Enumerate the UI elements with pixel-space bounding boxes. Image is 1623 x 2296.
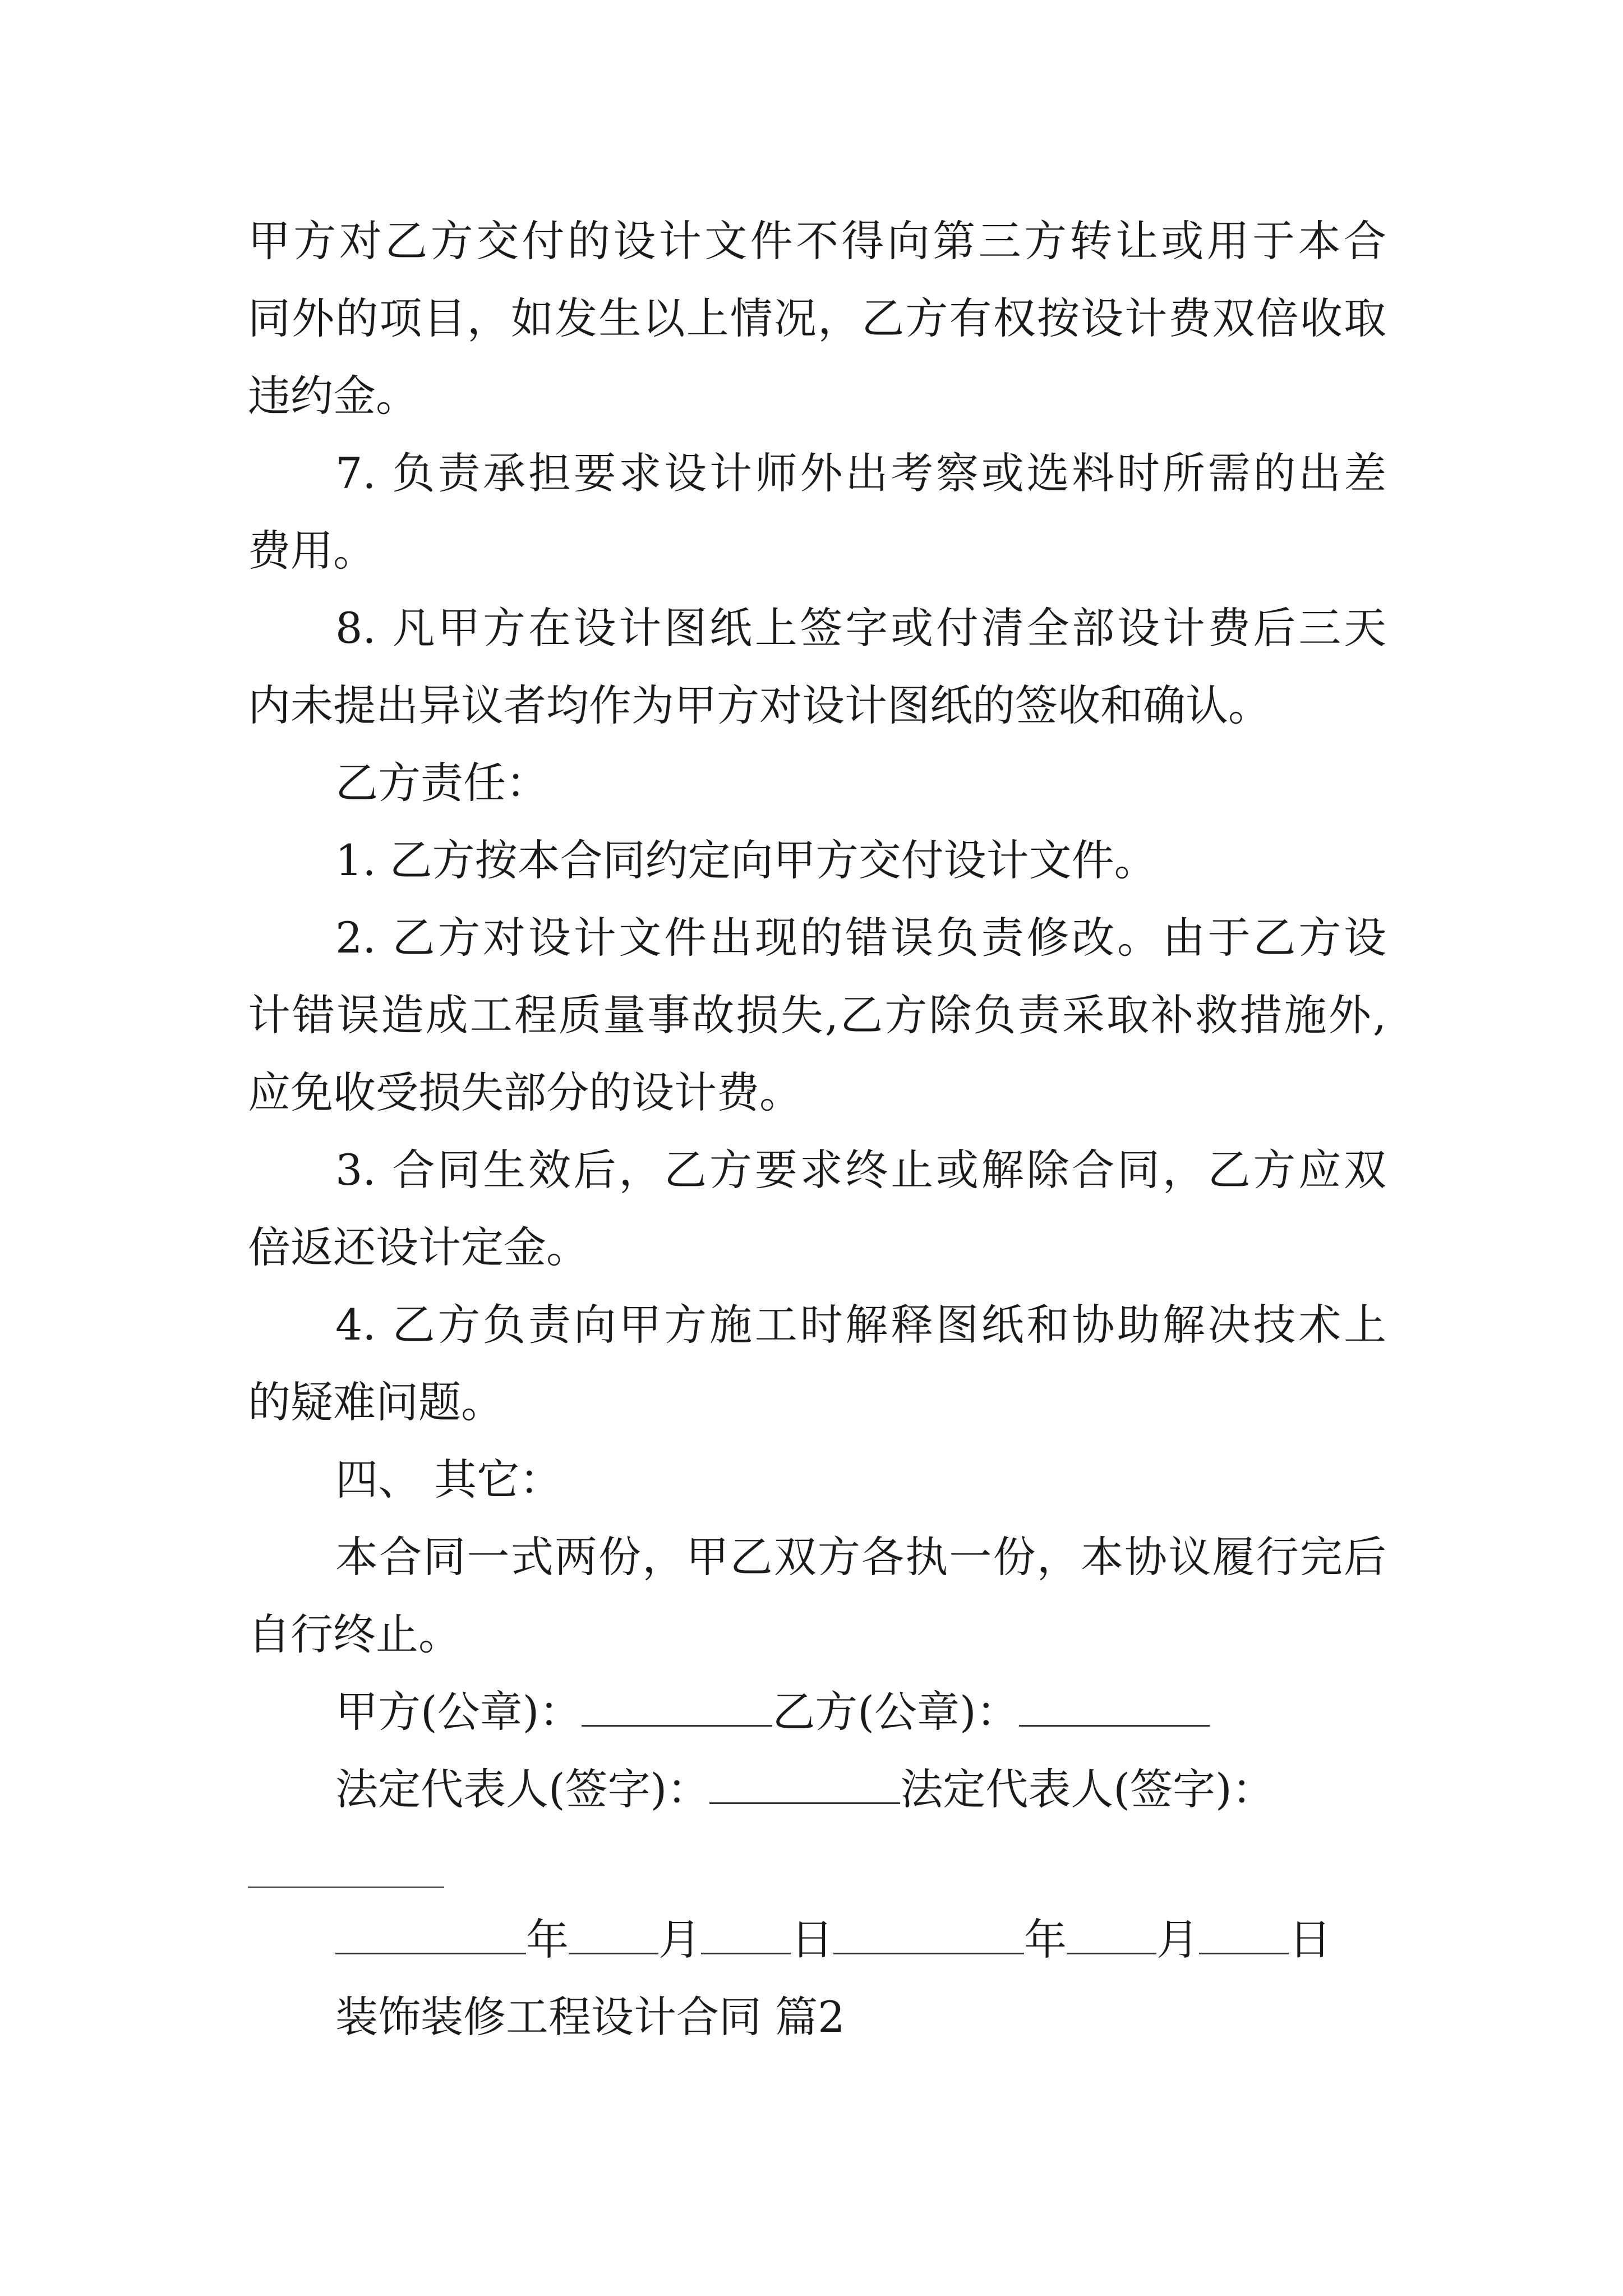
party-b-seal-label: 乙方(公章)： (772, 1687, 1019, 1737)
paragraph-line: 甲方对乙方交付的设计文件不得向第三方转让或用于本合 (248, 216, 1386, 266)
year-blank-a (335, 1916, 526, 1954)
paragraph-line: 计错误造成工程质量事故损失,乙方除负责采取补救措施外, (248, 990, 1386, 1040)
paragraph-line: 同外的项目，如发生以上情况，乙方有权按设计费双倍收取 (248, 293, 1386, 343)
party-b-seal-blank (1019, 1688, 1210, 1727)
month-blank-a (569, 1916, 658, 1954)
month-blank-b (1067, 1916, 1156, 1954)
legal-rep-a-blank (709, 1765, 900, 1804)
paragraph-line: 费用。 (248, 526, 376, 576)
year-blank-b (833, 1916, 1024, 1954)
list-item-4: 4. 乙方负责向甲方施工时解释图纸和协助解决技术上 (335, 1300, 1386, 1350)
paragraph-line: 本合同一式两份，甲乙双方各执一份，本协议履行完后 (335, 1532, 1386, 1582)
list-item-8: 8. 凡甲方在设计图纸上签字或付清全部设计费后三天 (335, 603, 1386, 653)
list-item-7: 7. 负责承担要求设计师外出考察或选料时所需的出差 (335, 448, 1386, 498)
month-unit: 月 (658, 1915, 701, 1964)
legal-rep-b-blank (248, 1887, 444, 1888)
day-unit: 日 (791, 1915, 833, 1964)
legal-rep-line (335, 1761, 1275, 1818)
paragraph-line: 自行终止。 (248, 1609, 461, 1659)
paragraph-line: 的疑难问题。 (248, 1377, 504, 1427)
year-unit: 年 (1024, 1915, 1067, 1964)
party-a-seal-label: 甲方(公章)： (335, 1687, 582, 1737)
day-unit: 日 (1289, 1915, 1331, 1964)
legal-rep-a-label: 法定代表人(签字)： (335, 1764, 710, 1814)
day-blank-b (1199, 1916, 1289, 1954)
paragraph-line: 内未提出异议者均作为甲方对设计图纸的签收和确认。 (248, 680, 1271, 730)
paragraph-line: 应免收受损失部分的设计费。 (248, 1068, 802, 1117)
day-blank-a (701, 1916, 791, 1954)
seal-line (335, 1684, 1210, 1740)
next-section-title: 装饰装修工程设计合同 篇2 (335, 1992, 845, 2042)
list-item-3: 3. 合同生效后，乙方要求终止或解除合同，乙方应双 (335, 1145, 1386, 1195)
year-unit: 年 (526, 1915, 569, 1964)
list-item-2: 2. 乙方对设计文件出现的错误负责修改。由于乙方设 (335, 913, 1386, 963)
paragraph-line: 倍返还设计定金。 (248, 1222, 589, 1272)
paragraph-line: 违约金。 (248, 371, 418, 421)
section-heading: 四、 其它： (335, 1455, 562, 1504)
month-unit: 月 (1156, 1915, 1199, 1964)
party-a-seal-blank (582, 1688, 772, 1727)
legal-rep-b-label: 法定代表人(签字)： (900, 1764, 1275, 1814)
section-heading: 乙方责任： (335, 758, 548, 808)
date-line (335, 1912, 1331, 1968)
list-item-1: 1. 乙方按本合同约定向甲方交付设计文件。 (335, 835, 1157, 885)
